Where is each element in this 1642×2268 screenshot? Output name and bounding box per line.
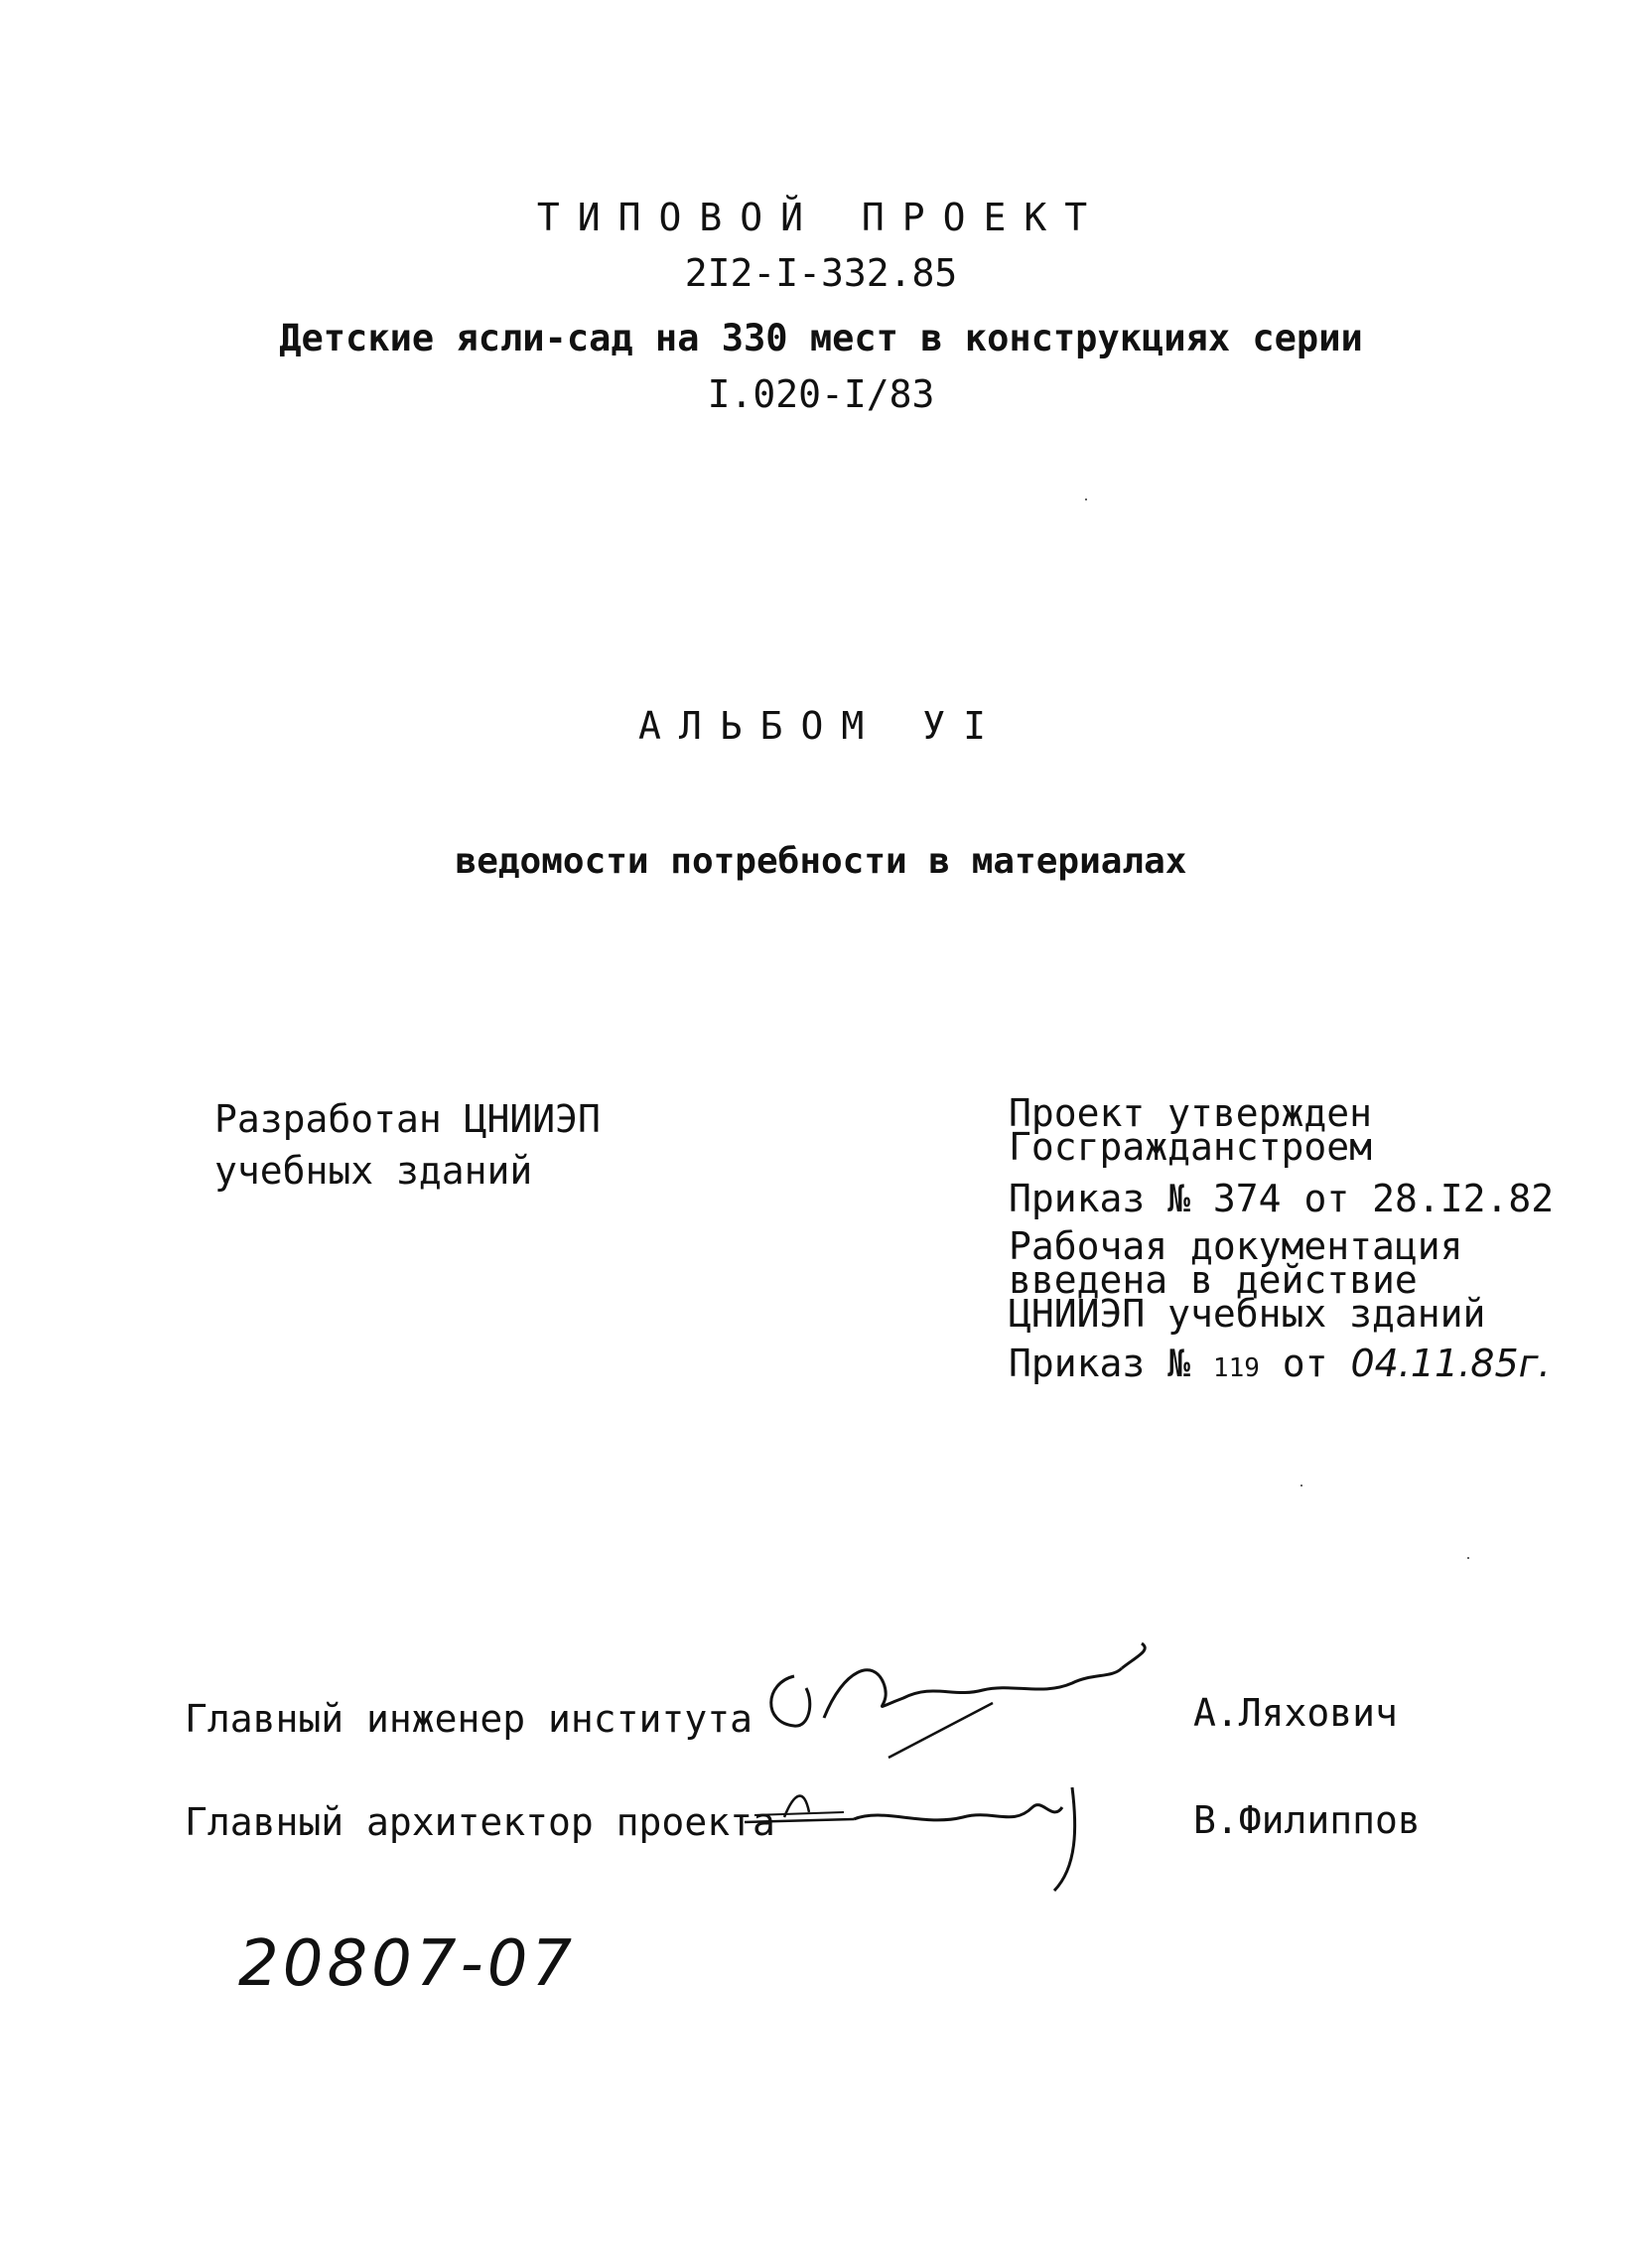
developer-line2: учебных зданий	[214, 1149, 533, 1193]
approval-doc-line3: ЦНИИЭП учебных зданий	[1009, 1292, 1486, 1336]
approval-order2	[1009, 1342, 1551, 1385]
approval-order1-number: 374	[1212, 1177, 1282, 1220]
signature-chief-architect	[735, 1768, 1152, 1897]
approval-order2-prefix: Приказ №	[1009, 1342, 1191, 1385]
approval-order1-from: от	[1303, 1177, 1350, 1220]
signature-role-chief-architect: Главный архитектор проекта	[185, 1800, 775, 1844]
approval-order1	[1009, 1177, 1555, 1220]
approval-order2-number: 119	[1212, 1353, 1260, 1383]
signature-name-chief-architect: В.Филиппов	[1193, 1798, 1421, 1842]
scan-speck	[1300, 1485, 1302, 1487]
developer-line1: Разработан ЦНИИЭП	[214, 1097, 601, 1141]
project-title-line2: I.020-I/83	[707, 372, 935, 416]
inventory-number: 20807-07	[238, 1927, 577, 2001]
project-number: 2I2-I-332.85	[684, 251, 958, 295]
project-type-heading: ТИПОВОЙ ПРОЕКТ	[536, 196, 1106, 239]
scan-speck	[1467, 1557, 1469, 1559]
approval-order1-prefix: Приказ №	[1009, 1177, 1191, 1220]
approval-line2: Госгражданстроем	[1009, 1125, 1373, 1169]
approval-order2-date: 04.11.85г.	[1350, 1342, 1551, 1385]
project-title-line1: Детские ясли-сад на 330 мест в конструкциях серии	[279, 317, 1363, 359]
approval-doc-line2: введена в действие	[1009, 1258, 1418, 1302]
approval-order1-date: 28.I2.82	[1372, 1177, 1555, 1220]
signature-chief-engineer	[754, 1629, 1171, 1758]
approval-doc-line1: Рабочая документация	[1009, 1224, 1463, 1268]
signature-role-chief-engineer: Главный инженер института	[185, 1697, 753, 1741]
signature-name-chief-engineer: А.Ляхович	[1193, 1691, 1398, 1735]
album-label: АЛЬБОМ УI	[638, 704, 1004, 748]
approval-line1: Проект утвержден	[1009, 1091, 1373, 1135]
scan-speck	[1085, 498, 1087, 500]
approval-order2-from: от	[1282, 1342, 1328, 1385]
album-subtitle: ведомости потребности в материалах	[455, 841, 1187, 882]
